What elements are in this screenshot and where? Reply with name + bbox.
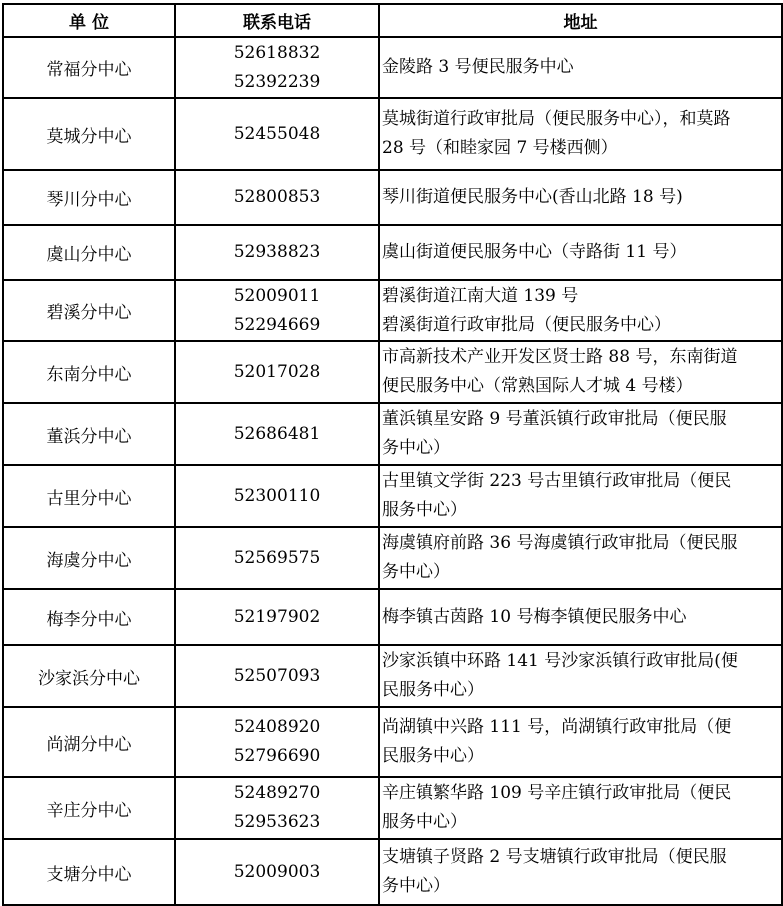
unit-cell: 古里分中心: [3, 465, 175, 527]
unit-cell: 辛庄分中心: [3, 777, 175, 839]
table-row: [3, 37, 782, 98]
phone-cell: [175, 589, 379, 645]
address-cell: [379, 225, 782, 280]
address-cell: [379, 777, 782, 839]
phone-number: 52009003: [233, 861, 321, 882]
unit-cell: 常福分中心: [3, 37, 175, 98]
table-row: [3, 341, 782, 403]
unit-cell: 莫城分中心: [3, 98, 175, 170]
unit-cell: 董浜分中心: [3, 403, 175, 465]
address-line: 梅李镇古茵路 10 号梅李镇便民服务中心: [382, 606, 687, 627]
phone-cell: [175, 839, 379, 905]
phone-cell: [175, 465, 379, 527]
table-row: [3, 225, 782, 280]
phone-cell: [175, 37, 379, 98]
address-cell: [379, 341, 782, 403]
address-line: 沙家浜镇中环路 141 号沙家浜镇行政审批局(便: [382, 651, 738, 671]
address-line: 金陵路 3 号便民服务中心: [382, 57, 574, 77]
table-row: [3, 645, 782, 707]
phone-number: 52300110: [233, 485, 321, 506]
table-row: [3, 98, 782, 170]
address-cell: [379, 839, 782, 905]
header-unit: 单 位: [3, 4, 175, 37]
address-line: 碧溪街道行政审批局（便民服务中心）: [382, 314, 671, 335]
header-phone: 联系电话: [175, 4, 379, 37]
address-line: 虞山街道便民服务中心（寺路街 11 号）: [382, 242, 687, 262]
phone-cell: [175, 280, 379, 341]
phone-number: 52392239: [233, 71, 321, 92]
phone-cell: [175, 225, 379, 280]
phone-cell: [175, 527, 379, 589]
address-cell: [379, 98, 782, 170]
unit-cell: 碧溪分中心: [3, 280, 175, 341]
phone-number: 52686481: [233, 423, 321, 444]
address-line: 务中心）: [382, 876, 450, 896]
address-line: 民服务中心）: [382, 680, 484, 700]
table-body: [3, 37, 782, 905]
header-address: 地址: [379, 4, 782, 37]
address-line: 务中心）: [382, 438, 450, 458]
phone-number: 52294669: [233, 314, 321, 335]
address-line: 董浜镇星安路 9 号董浜镇行政审批局（便民服: [382, 409, 727, 429]
phone-cell: [175, 707, 379, 777]
table-row: [3, 465, 782, 527]
address-cell: [379, 589, 782, 645]
address-line: 古里镇文学街 223 号古里镇行政审批局（便民: [382, 471, 732, 491]
service-center-table: [2, 3, 783, 906]
address-line: 服务中心）: [382, 500, 467, 520]
unit-cell: 沙家浜分中心: [3, 645, 175, 707]
table-row: [3, 403, 782, 465]
phone-number: 52618832: [233, 42, 321, 63]
table-row: [3, 527, 782, 589]
phone-number: 52455048: [233, 123, 321, 144]
unit-cell: 虞山分中心: [3, 225, 175, 280]
address-line: 尚湖镇中兴路 111 号，尚湖镇行政审批局（便: [382, 717, 732, 737]
phone-number: 52017028: [233, 361, 321, 382]
unit-cell: 琴川分中心: [3, 170, 175, 225]
unit-cell: 海虞分中心: [3, 527, 175, 589]
address-line: 辛庄镇繁华路 109 号辛庄镇行政审批局（便民: [382, 783, 732, 803]
phone-number: 52953623: [233, 812, 321, 832]
address-cell: [379, 170, 782, 225]
unit-cell: 东南分中心: [3, 341, 175, 403]
phone-cell: [175, 777, 379, 839]
phone-number: 52408920: [233, 717, 321, 737]
address-cell: [379, 645, 782, 707]
address-line: 莫城街道行政审批局（便民服务中心），和莫路: [382, 109, 731, 129]
table-row: [3, 280, 782, 341]
address-cell: [379, 707, 782, 777]
phone-number: 52009011: [233, 285, 321, 306]
address-line: 务中心）: [382, 562, 450, 582]
address-line: 支塘镇子贤路 2 号支塘镇行政审批局（便民服: [382, 847, 727, 867]
phone-number: 52800853: [233, 187, 321, 207]
table-row: [3, 707, 782, 777]
address-cell: [379, 280, 782, 341]
phone-cell: [175, 403, 379, 465]
table-row: [3, 839, 782, 905]
phone-number: 52938823: [233, 242, 321, 262]
phone-number: 52796690: [233, 746, 321, 766]
phone-cell: [175, 341, 379, 403]
address-line: 琴川街道便民服务中心(香山北路 18 号): [382, 187, 683, 207]
address-line: 民服务中心）: [382, 746, 484, 766]
phone-cell: [175, 645, 379, 707]
address-cell: [379, 465, 782, 527]
phone-cell: [175, 170, 379, 225]
table-row: [3, 589, 782, 645]
unit-cell: 梅李分中心: [3, 589, 175, 645]
address-line: 海虞镇府前路 36 号海虞镇行政审批局（便民服: [382, 533, 738, 553]
table-row: [3, 777, 782, 839]
phone-number: 52569575: [233, 547, 321, 568]
table-header-row: [3, 4, 782, 37]
unit-cell: 尚湖分中心: [3, 707, 175, 777]
phone-number: 52197902: [233, 606, 321, 627]
phone-number: 52489270: [233, 783, 321, 803]
address-cell: [379, 37, 782, 98]
table-row: [3, 170, 782, 225]
address-line: 便民服务中心（常熟国际人才城 4 号楼）: [382, 376, 693, 396]
phone-number: 52507093: [233, 665, 321, 686]
phone-cell: [175, 98, 379, 170]
address-cell: [379, 527, 782, 589]
address-cell: [379, 403, 782, 465]
address-line: 碧溪街道江南大道 139 号: [382, 285, 579, 306]
address-line: 28 号（和睦家园 7 号楼西侧）: [382, 138, 618, 158]
unit-cell: 支塘分中心: [3, 839, 175, 905]
address-line: 市高新技术产业开发区贤士路 88 号，东南街道: [382, 347, 738, 367]
address-line: 服务中心）: [382, 812, 467, 832]
